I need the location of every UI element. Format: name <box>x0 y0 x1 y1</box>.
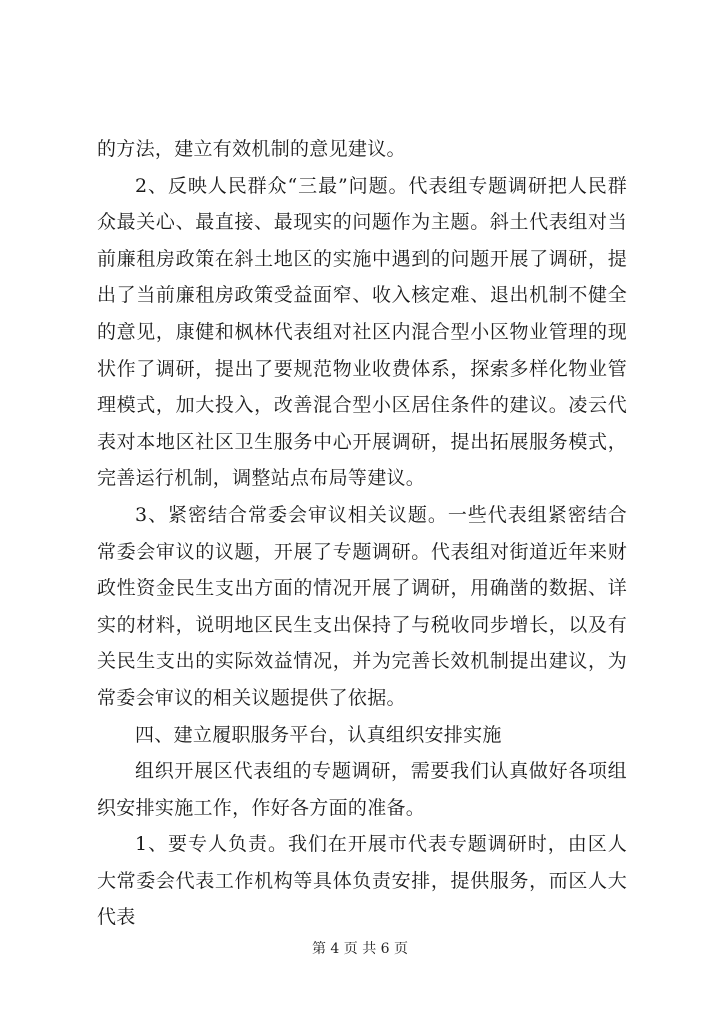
paragraph-1: 的方法，建立有效机制的意见建议。 <box>97 138 406 160</box>
paragraph-3: 3、紧密结合常委会审议相关议题。一些代表组紧密结合常委会审议的议题，开展了专题调研。代表组对街道近年来财政性资金民生支出方面的情况开展了调研，用确凿的数据、详实的材料，说明地区民生支出保持了与税收同步增长，以及有关民生支出的实际效益情况，并为完善长效机制提出建议，为常委会审议的相关议题提供了依据。 <box>97 503 627 709</box>
paragraph-5: 组织开展区代表组的专题调研，需要我们认真做好各项组织安排实施工作，作好各方面的准备。 <box>97 760 627 819</box>
section-heading: 四、建立履职服务平台，认真组织安排实施 <box>135 723 502 746</box>
paragraph-6: 1、要专人负责。我们在开展市代表专题调研时，由区人大常委会代表工作机构等具体负责安排，提供服务，而区人大代表 <box>97 833 627 929</box>
document-body <box>97 131 627 936</box>
page-number-footer: 第 4 页 共 6 页 <box>311 941 409 957</box>
paragraph-2: 2、反映人民群众“三最”问题。代表组专题调研把人民群众最关心、最直接、最现实的问题作为主题。斜土代表组对当前廉租房政策在斜土地区的实施中遇到的问题开展了调研，提出了当前廉租房政策受益面窄、收入核定难、退出机制不健全的意见，康健和枫林代表组对社区内混合型小区物业管理的现状作了调研，提出了要规范物业收费体系，探索多样化物业管理模式，加大投入，改善混合型小区居住条件的建议。凌云代表对本地区社区卫生服务中心开展调研，提出拓展服务模式，完善运行机制，调整站点布局等建议。 <box>97 174 627 490</box>
